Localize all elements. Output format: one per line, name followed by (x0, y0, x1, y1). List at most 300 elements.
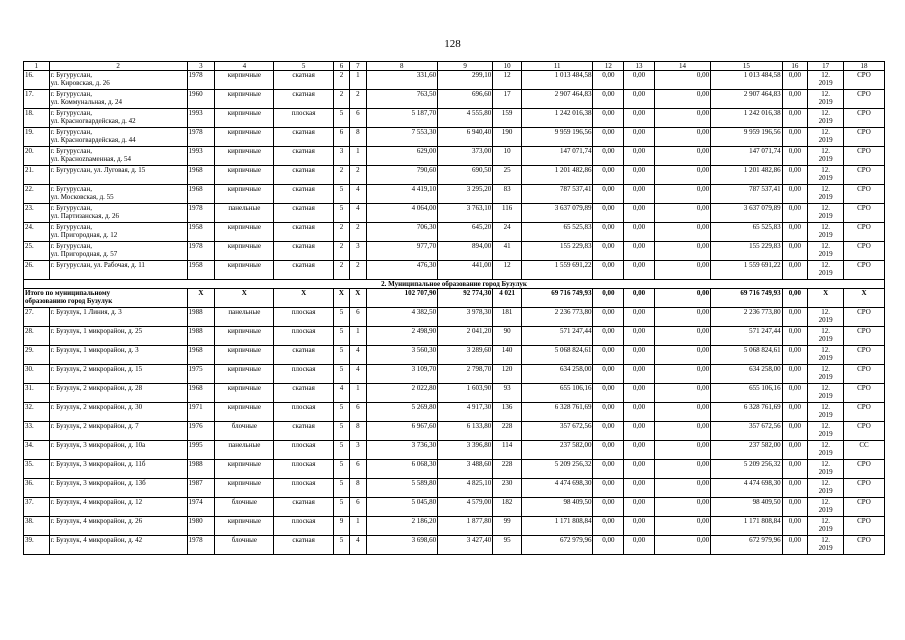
total-cost: 147 071,74 (521, 147, 593, 166)
fund-col-14: 0,00 (654, 365, 710, 384)
living-area: 894,00 (438, 242, 493, 261)
address-cell (49, 166, 187, 185)
fund-method: СС (843, 441, 884, 460)
address-line-1: г. Бузулук, 1 Линия, д. 3 (50, 308, 122, 316)
completion-date (808, 422, 844, 441)
total-cost: 1 242 016,38 (521, 109, 593, 128)
wall-material: кирпичные (215, 223, 274, 242)
roof-type: плоская (274, 365, 333, 384)
year-built: 1968 (187, 166, 215, 185)
fund-col-13: 0,00 (624, 441, 655, 460)
entrances: 2 (350, 166, 366, 185)
date-year: 2019 (818, 250, 833, 258)
total-area: 476,30 (366, 261, 438, 280)
residents: 95 (493, 536, 522, 555)
total-area: 331,60 (366, 71, 438, 90)
date-year: 2019 (818, 525, 833, 533)
fund-col-12: 0,00 (593, 536, 624, 555)
fund-col-16: 0,00 (782, 365, 808, 384)
fund-col-16: 0,00 (782, 261, 808, 280)
fund-col-14: 0,00 (654, 327, 710, 346)
date-year: 2019 (818, 468, 833, 476)
fund-col-14: 0,00 (654, 308, 710, 327)
total-label-line-1: Итого по муниципальному (25, 289, 111, 297)
fund-col-12: 0,00 (593, 460, 624, 479)
fund-col-15: 6 328 761,69 (711, 403, 783, 422)
total-area: 4 419,10 (366, 185, 438, 204)
year-built: 1980 (187, 517, 215, 536)
floors: 9 (333, 517, 349, 536)
completion-date (808, 147, 844, 166)
fund-col-14: 0,00 (654, 479, 710, 498)
address-cell (49, 460, 187, 479)
row-number: 24. (24, 223, 50, 242)
total-cost: 9 959 196,56 (521, 128, 593, 147)
column-number: 1 (24, 62, 50, 71)
table-row (24, 166, 885, 185)
completion-date (808, 71, 844, 90)
fund-col-15: 1 201 482,86 (711, 166, 783, 185)
fund-col-14: 0,00 (654, 242, 710, 261)
residents: 190 (493, 128, 522, 147)
fund-col-12: 0,00 (593, 365, 624, 384)
completion-date (808, 261, 844, 280)
fund-col-12: 0,00 (593, 498, 624, 517)
wall-material: кирпичные (215, 261, 274, 280)
date-month: 12. (821, 517, 830, 525)
entrances: 3 (350, 242, 366, 261)
fund-col-15: 147 071,74 (711, 147, 783, 166)
entrances: 2 (350, 261, 366, 280)
year-built: 1975 (187, 365, 215, 384)
roof-type: плоская (274, 403, 333, 422)
total-cost: 1 171 808,84 (521, 517, 593, 536)
floors: 6 (333, 128, 349, 147)
year-built: 1958 (187, 261, 215, 280)
fund-method: СРО (843, 498, 884, 517)
roof-type: скатная (274, 536, 333, 555)
address-line-2: ул. Партизанская, д. 26 (50, 212, 120, 220)
total-cost: 357 672,56 (521, 422, 593, 441)
date-year: 2019 (818, 354, 833, 362)
address-cell (49, 365, 187, 384)
fund-col-14: 0,00 (654, 204, 710, 223)
fund-col-14: 0,00 (654, 109, 710, 128)
wall-material: кирпичные (215, 90, 274, 109)
date-year: 2019 (818, 136, 833, 144)
total-fund-14: 0,00 (654, 289, 710, 308)
address-cell (49, 346, 187, 365)
fund-col-12: 0,00 (593, 71, 624, 90)
wall-material: блочные (215, 498, 274, 517)
fund-col-14: 0,00 (654, 128, 710, 147)
address-line-1: г. Бугуруслан, ул. Рабочая, д. 11 (50, 261, 145, 269)
floors: 5 (333, 536, 349, 555)
total-x: X (187, 289, 215, 308)
completion-date (808, 166, 844, 185)
floors: 4 (333, 384, 349, 403)
floors: 5 (333, 327, 349, 346)
entrances: 2 (350, 90, 366, 109)
year-built: 1958 (187, 223, 215, 242)
wall-material: кирпичные (215, 166, 274, 185)
floors: 5 (333, 403, 349, 422)
residents: 90 (493, 327, 522, 346)
date-year: 2019 (818, 430, 833, 438)
floors: 3 (333, 147, 349, 166)
wall-material: панельные (215, 204, 274, 223)
wall-material: кирпичные (215, 346, 274, 365)
fund-col-15: 155 229,83 (711, 242, 783, 261)
date-year: 2019 (818, 506, 833, 514)
address-line-1: г. Бузулук, 2 микрорайон, д. 7 (50, 422, 139, 430)
wall-material: блочные (215, 422, 274, 441)
completion-date (808, 128, 844, 147)
floors: 5 (333, 441, 349, 460)
table-row (24, 403, 885, 422)
address-line-1: г. Бузулук, 1 микрорайон, д. 25 (50, 327, 143, 335)
total-x: X (843, 289, 884, 308)
date-year: 2019 (818, 174, 833, 182)
entrances: 1 (350, 327, 366, 346)
fund-col-16: 0,00 (782, 479, 808, 498)
address-cell (49, 422, 187, 441)
date-year: 2019 (818, 269, 833, 277)
table-row (24, 441, 885, 460)
fund-col-12: 0,00 (593, 422, 624, 441)
fund-col-15: 357 672,56 (711, 422, 783, 441)
fund-col-15: 5 209 256,32 (711, 460, 783, 479)
total-area: 7 553,30 (366, 128, 438, 147)
completion-date (808, 536, 844, 555)
column-number: 9 (438, 62, 493, 71)
fund-col-14: 0,00 (654, 147, 710, 166)
roof-type: плоская (274, 308, 333, 327)
entrances: 4 (350, 365, 366, 384)
fund-col-13: 0,00 (624, 498, 655, 517)
year-built: 1993 (187, 147, 215, 166)
living-area: 3 763,10 (438, 204, 493, 223)
fund-col-16: 0,00 (782, 185, 808, 204)
year-built: 1968 (187, 185, 215, 204)
fund-col-12: 0,00 (593, 441, 624, 460)
fund-method: СРО (843, 365, 884, 384)
entrances: 4 (350, 204, 366, 223)
fund-col-12: 0,00 (593, 403, 624, 422)
floors: 5 (333, 204, 349, 223)
address-line-2: ул. Красногвардейская, д. 44 (50, 136, 136, 144)
date-month: 12. (821, 71, 830, 79)
fund-col-14: 0,00 (654, 536, 710, 555)
fund-col-14: 0,00 (654, 517, 710, 536)
completion-date (808, 223, 844, 242)
living-area: 645,20 (438, 223, 493, 242)
fund-col-13: 0,00 (624, 166, 655, 185)
column-number: 8 (366, 62, 438, 71)
fund-col-16: 0,00 (782, 71, 808, 90)
residents: 10 (493, 147, 522, 166)
address-line-1: г. Бугуруслан, ул. Луговая, д. 15 (50, 166, 146, 174)
living-area: 3 427,40 (438, 536, 493, 555)
roof-type: скатная (274, 422, 333, 441)
date-month: 12. (821, 479, 830, 487)
address-line-1: г. Бугуруслан, (50, 147, 92, 155)
fund-col-16: 0,00 (782, 422, 808, 441)
table-row (24, 128, 885, 147)
completion-date (808, 185, 844, 204)
fund-method: СРО (843, 422, 884, 441)
address-cell (49, 147, 187, 166)
fund-col-14: 0,00 (654, 441, 710, 460)
fund-col-16: 0,00 (782, 460, 808, 479)
fund-col-15: 9 959 196,56 (711, 128, 783, 147)
floors: 5 (333, 185, 349, 204)
fund-method: СРО (843, 403, 884, 422)
address-line-2: ул. Пригородная, д. 12 (50, 231, 118, 239)
completion-date (808, 204, 844, 223)
total-area: 763,50 (366, 90, 438, 109)
fund-col-14: 0,00 (654, 346, 710, 365)
fund-method: СРО (843, 147, 884, 166)
fund-col-14: 0,00 (654, 223, 710, 242)
address-line-1: г. Бузулук, 2 микрорайон, д. 28 (50, 384, 143, 392)
roof-type: скатная (274, 90, 333, 109)
date-year: 2019 (818, 411, 833, 419)
total-cost: 1 013 484,58 (521, 71, 593, 90)
total-area: 2 186,20 (366, 517, 438, 536)
wall-material: кирпичные (215, 71, 274, 90)
total-area: 977,70 (366, 242, 438, 261)
address-line-1: г. Бугуруслан, (50, 223, 92, 231)
total-area: 3 109,70 (366, 365, 438, 384)
fund-col-12: 0,00 (593, 346, 624, 365)
fund-method: СРО (843, 517, 884, 536)
address-cell (49, 223, 187, 242)
entrances: 1 (350, 384, 366, 403)
date-year: 2019 (818, 544, 833, 552)
wall-material: кирпичные (215, 185, 274, 204)
roof-type: плоская (274, 517, 333, 536)
total-fund-13: 0,00 (624, 289, 655, 308)
fund-col-12: 0,00 (593, 384, 624, 403)
table-row (24, 71, 885, 90)
residents: 93 (493, 384, 522, 403)
total-area: 706,30 (366, 223, 438, 242)
fund-method: СРО (843, 242, 884, 261)
fund-col-13: 0,00 (624, 308, 655, 327)
residents: 140 (493, 346, 522, 365)
total-area-sum: 102 707,90 (366, 289, 438, 308)
fund-col-12: 0,00 (593, 128, 624, 147)
total-cost: 2 907 464,83 (521, 90, 593, 109)
completion-date (808, 365, 844, 384)
fund-col-15: 571 247,44 (711, 327, 783, 346)
living-area: 4 825,10 (438, 479, 493, 498)
completion-date (808, 308, 844, 327)
year-built: 1978 (187, 242, 215, 261)
fund-col-14: 0,00 (654, 498, 710, 517)
entrances: 6 (350, 498, 366, 517)
completion-date (808, 346, 844, 365)
address-line-1: г. Бузулук, 3 микрорайон, д. 13б (50, 479, 146, 487)
total-area: 5 269,80 (366, 403, 438, 422)
total-cost: 634 258,00 (521, 365, 593, 384)
living-area: 4 917,30 (438, 403, 493, 422)
total-cost: 571 247,44 (521, 327, 593, 346)
living-area: 6 940,40 (438, 128, 493, 147)
entrances: 8 (350, 422, 366, 441)
fund-col-13: 0,00 (624, 109, 655, 128)
table-row (24, 261, 885, 280)
living-area: 373,00 (438, 147, 493, 166)
total-area: 2 022,80 (366, 384, 438, 403)
year-built: 1974 (187, 498, 215, 517)
date-month: 12. (821, 185, 830, 193)
wall-material: кирпичные (215, 242, 274, 261)
fund-col-13: 0,00 (624, 422, 655, 441)
fund-col-15: 655 106,16 (711, 384, 783, 403)
column-number: 3 (187, 62, 215, 71)
fund-col-16: 0,00 (782, 147, 808, 166)
residents: 17 (493, 90, 522, 109)
fund-col-12: 0,00 (593, 109, 624, 128)
wall-material: кирпичные (215, 460, 274, 479)
date-month: 12. (821, 261, 830, 269)
residents: 136 (493, 403, 522, 422)
fund-col-13: 0,00 (624, 223, 655, 242)
date-month: 12. (821, 327, 830, 335)
residents: 99 (493, 517, 522, 536)
total-area: 3 736,30 (366, 441, 438, 460)
fund-col-14: 0,00 (654, 422, 710, 441)
year-built: 1988 (187, 460, 215, 479)
address-cell (49, 128, 187, 147)
fund-col-12: 0,00 (593, 479, 624, 498)
fund-method: СРО (843, 223, 884, 242)
year-built: 1976 (187, 422, 215, 441)
wall-material: кирпичные (215, 128, 274, 147)
row-number: 38. (24, 517, 50, 536)
entrances: 6 (350, 403, 366, 422)
floors: 2 (333, 90, 349, 109)
table-row (24, 460, 885, 479)
year-built: 1960 (187, 90, 215, 109)
year-built: 1978 (187, 536, 215, 555)
fund-col-12: 0,00 (593, 204, 624, 223)
fund-col-13: 0,00 (624, 71, 655, 90)
entrances: 3 (350, 441, 366, 460)
fund-col-15: 98 409,50 (711, 498, 783, 517)
total-cost: 787 537,41 (521, 185, 593, 204)
row-number: 29. (24, 346, 50, 365)
floors: 5 (333, 479, 349, 498)
date-year: 2019 (818, 316, 833, 324)
table-row (24, 327, 885, 346)
completion-date (808, 460, 844, 479)
roof-type: плоская (274, 460, 333, 479)
row-number: 21. (24, 166, 50, 185)
total-cost-sum: 69 716 749,93 (521, 289, 593, 308)
year-built: 1988 (187, 327, 215, 346)
roof-type: скатная (274, 223, 333, 242)
living-area: 6 133,80 (438, 422, 493, 441)
row-number: 26. (24, 261, 50, 280)
table-row (24, 517, 885, 536)
fund-method: СРО (843, 185, 884, 204)
address-line-2: ул. Кировская, д. 26 (50, 79, 110, 87)
address-line-2: ул. Московская, д. 55 (50, 193, 114, 201)
address-cell (49, 327, 187, 346)
fund-col-13: 0,00 (624, 346, 655, 365)
fund-col-16: 0,00 (782, 90, 808, 109)
floors: 5 (333, 346, 349, 365)
total-x: X (808, 289, 844, 308)
total-cost: 6 328 761,69 (521, 403, 593, 422)
address-cell (49, 384, 187, 403)
fund-method: СРО (843, 479, 884, 498)
total-cost: 237 582,00 (521, 441, 593, 460)
fund-col-15: 4 474 698,30 (711, 479, 783, 498)
roof-type: скатная (274, 204, 333, 223)
date-year: 2019 (818, 193, 833, 201)
address-cell (49, 109, 187, 128)
fund-col-15: 672 979,96 (711, 536, 783, 555)
residents: 228 (493, 460, 522, 479)
total-area: 6 967,60 (366, 422, 438, 441)
table-row (24, 365, 885, 384)
date-month: 12. (821, 422, 830, 430)
residents: 41 (493, 242, 522, 261)
fund-col-12: 0,00 (593, 166, 624, 185)
address-cell (49, 479, 187, 498)
fund-col-13: 0,00 (624, 185, 655, 204)
living-area: 2 041,20 (438, 327, 493, 346)
completion-date (808, 109, 844, 128)
total-cost: 98 409,50 (521, 498, 593, 517)
table-row (24, 308, 885, 327)
column-number: 14 (654, 62, 710, 71)
fund-col-15: 634 258,00 (711, 365, 783, 384)
entrances: 2 (350, 223, 366, 242)
table-row (24, 536, 885, 555)
column-number-row (24, 62, 885, 71)
column-number: 7 (350, 62, 366, 71)
wall-material: кирпичные (215, 403, 274, 422)
fund-col-15: 3 637 079,89 (711, 204, 783, 223)
roof-type: скатная (274, 147, 333, 166)
living-area: 696,60 (438, 90, 493, 109)
wall-material: кирпичные (215, 479, 274, 498)
living-area: 441,00 (438, 261, 493, 280)
fund-col-14: 0,00 (654, 384, 710, 403)
fund-col-14: 0,00 (654, 166, 710, 185)
address-cell (49, 498, 187, 517)
fund-col-12: 0,00 (593, 223, 624, 242)
living-area: 1 603,90 (438, 384, 493, 403)
date-year: 2019 (818, 392, 833, 400)
date-month: 12. (821, 365, 830, 373)
living-area: 3 295,20 (438, 185, 493, 204)
date-month: 12. (821, 223, 830, 231)
fund-method: СРО (843, 166, 884, 185)
entrances: 4 (350, 346, 366, 365)
column-number: 10 (493, 62, 522, 71)
total-area: 790,60 (366, 166, 438, 185)
total-fund-12: 0,00 (593, 289, 624, 308)
row-number: 16. (24, 71, 50, 90)
total-label (24, 289, 188, 308)
total-living-sum: 92 774,30 (438, 289, 493, 308)
